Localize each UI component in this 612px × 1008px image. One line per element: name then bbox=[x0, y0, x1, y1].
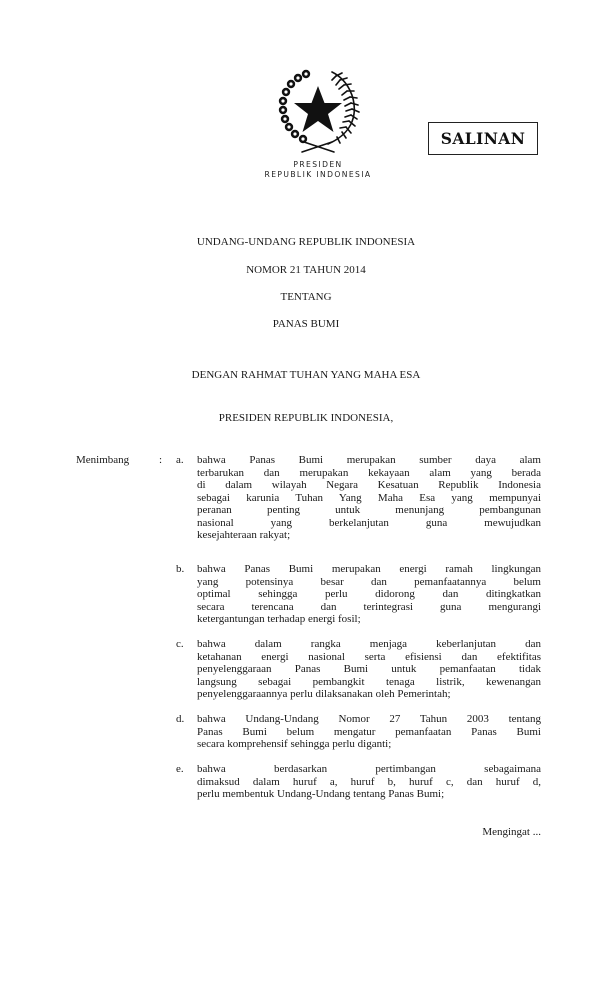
item-line: di dalam wilayah Negara Kesatuan Republik Indonesia bbox=[197, 479, 541, 491]
item-line: Panas Bumi belum mengatur pemanfaatan Panas Bumi bbox=[197, 725, 541, 738]
item-line: bahwa berdasarkan pertimbangan sebagaimana bbox=[197, 763, 541, 775]
item-line: bahwa Panas Bumi merupakan energi ramah lingkungan bbox=[197, 563, 541, 575]
item-line: ketergantungan terhadap energi fosil; bbox=[197, 613, 361, 625]
item-line: terbarukan dan merupakan kekayaan alam yang berada bbox=[197, 466, 541, 479]
item-line: bahwa dalam rangka menjaga keberlanjutan dan bbox=[197, 638, 541, 650]
item-line: secara terencana dan terintegrasi guna mengurangi bbox=[197, 600, 541, 613]
consideration-item-a bbox=[176, 454, 541, 542]
consideration-item-c bbox=[176, 638, 541, 701]
item-line: penyelenggaraannya perlu dilaksanakan oleh Pemerintah; bbox=[197, 688, 451, 700]
item-line: yang potensinya besar dan pemanfaatannya belum bbox=[197, 575, 541, 588]
item-line: ketahanan energi nasional serta efisiensi dan efektifitas bbox=[197, 650, 541, 663]
presiden-line1: PRESIDEN bbox=[293, 160, 343, 169]
menimbang-label: Menimbang bbox=[76, 454, 130, 466]
salinan-stamp: SALINAN bbox=[428, 122, 538, 155]
preamble-president: PRESIDEN REPUBLIK INDONESIA, bbox=[218, 412, 394, 424]
law-subject: PANAS BUMI bbox=[272, 318, 340, 330]
item-line: kesejahteraan rakyat; bbox=[197, 529, 291, 541]
presiden-header-label bbox=[220, 160, 416, 179]
item-line: optimal sehingga perlu didorong dan ditingkatkan bbox=[197, 588, 541, 600]
item-line: langsung sebagai pembangkit tenaga listrik, kewenangan bbox=[197, 675, 541, 688]
item-line: penyelenggaraan Panas Bumi untuk pemanfaatan tidak bbox=[197, 663, 541, 675]
item-letter: e. bbox=[176, 763, 184, 775]
item-line: secara komprehensif sehingga perlu diganti; bbox=[197, 738, 392, 750]
page-continuation: Mengingat ... bbox=[482, 826, 541, 838]
item-letter: b. bbox=[176, 563, 185, 575]
item-letter: c. bbox=[176, 638, 184, 650]
preamble-grace: DENGAN RAHMAT TUHAN YANG MAHA ESA bbox=[191, 369, 421, 381]
consideration-item-e bbox=[176, 763, 541, 801]
item-line: nasional yang berkelanjutan guna mewujudkan bbox=[197, 516, 541, 529]
item-line: bahwa Panas Bumi merupakan sumber daya alam bbox=[197, 454, 541, 466]
consideration-item-b bbox=[176, 563, 541, 626]
presiden-line2: REPUBLIK INDONESIA bbox=[264, 169, 372, 179]
item-letter: d. bbox=[176, 713, 185, 725]
law-tentang: TENTANG bbox=[280, 291, 332, 303]
item-line: peranan penting untuk menunjang pembangunan bbox=[197, 504, 541, 516]
presidential-emblem-icon bbox=[276, 66, 360, 156]
item-line: bahwa Undang-Undang Nomor 27 Tahun 2003 tentang bbox=[197, 713, 541, 725]
item-line: dimaksud dalam huruf a, huruf b, huruf c, dan huruf d, bbox=[197, 775, 541, 788]
menimbang-colon: : bbox=[159, 454, 163, 466]
item-line: perlu membentuk Undang-Undang tentang Panas Bumi; bbox=[197, 788, 445, 800]
law-number: NOMOR 21 TAHUN 2014 bbox=[246, 264, 366, 276]
item-letter: a. bbox=[176, 454, 184, 466]
item-line: sebagai karunia Tuhan Yang Maha Esa yang mempunyai bbox=[197, 491, 541, 504]
consideration-item-d bbox=[176, 713, 541, 751]
law-title: UNDANG-UNDANG REPUBLIK INDONESIA bbox=[196, 236, 416, 248]
